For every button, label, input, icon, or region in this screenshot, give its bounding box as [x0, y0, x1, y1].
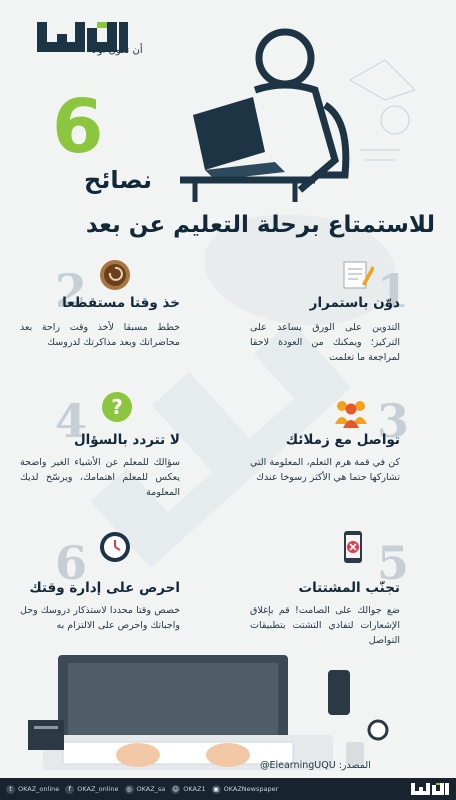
facebook-icon: f [65, 785, 74, 794]
student-laptop-illustration [175, 20, 425, 205]
social-twitter[interactable] [6, 785, 59, 794]
source-handle: ElearningUQU@ [260, 760, 336, 771]
tip-3-number: 3 [377, 394, 410, 448]
social-label: OKAZ_online [18, 785, 60, 793]
tip-5-title: تجنّب المشتتات [298, 580, 400, 596]
twitter-icon: t [6, 785, 15, 794]
social-label: OKAZ1 [183, 785, 206, 793]
social-instagram[interactable] [125, 785, 166, 794]
coffee-cup-icon [98, 258, 132, 292]
tip-6-title: احرص على إدارة وقتك [29, 580, 180, 596]
clock-icon [98, 530, 132, 564]
desk-laptop-illustration [28, 650, 428, 770]
svg-text:?: ? [111, 395, 123, 419]
tip-5-body: ضع جوالك على الصامت! قم بإغلاق الإشعارات لتفادي التشتت بتطبيقات التواصل [250, 605, 400, 646]
tip-3-body: كن في قمة هرم التعلم، المعلومة التي تشاركها حتما هي الأكثر رسوخا عندك [250, 457, 400, 483]
footer-bar [0, 778, 456, 800]
tip-5-number: 5 [377, 536, 410, 590]
tips-count: 6 [52, 84, 104, 170]
tip-4-body: سؤالك للمعلم عن الأشياء الغير واضحة يعكس للمعلم اهتمامك، ويرسّخ لديك المعلومة [20, 457, 180, 498]
logo-tagline: أن تكون أولاً [92, 45, 143, 56]
social-label: OKAZ_online [77, 785, 119, 793]
source-credit [260, 760, 371, 771]
notepad-pencil-icon [340, 258, 374, 292]
source-label: المصدر: [338, 760, 371, 771]
people-group-icon [334, 396, 368, 430]
tip-3-title: تواصل مع زملائك [285, 432, 400, 448]
social-label: OKAZNewspaper [223, 785, 279, 793]
footer-okaz-logo [410, 781, 450, 797]
social-snapchat[interactable] [171, 785, 205, 794]
tip-6-number: 6 [55, 536, 88, 590]
page-title: نصائح [84, 166, 152, 194]
tip-2-title: خذ وقتا مستقطعا [62, 295, 180, 311]
snapchat-icon: ☺ [172, 785, 179, 793]
tip-4-number: 4 [55, 394, 88, 448]
tip-2-number: 2 [55, 264, 88, 318]
tip-4-title: لا تتردد بالسؤال [73, 432, 180, 448]
tip-1-body: التدوين على الورق يساعد على التركيز؛ ويمكنك من العودة لاحقا لمراجعة ما تعلمت [250, 322, 400, 363]
page-subtitle: للاستمتاع برحلة التعليم عن بعد [85, 212, 435, 238]
tip-2-body: خطط مسبقا لأخذ وقت راحة بعد محاضراتك وبعد مذاكرتك لدروسك [20, 322, 180, 348]
social-label: OKAZ_sa [136, 785, 166, 793]
phone-mute-icon [336, 530, 370, 564]
social-newspaper[interactable] [212, 785, 279, 794]
newspaper-icon: ▣ [213, 785, 219, 793]
tip-1-title: دوّن باستمرار [309, 295, 400, 311]
instagram-icon: ◎ [126, 785, 132, 793]
question-mark-icon [100, 390, 134, 424]
tip-6-body: خصص وقتا محددا لاستذكار دروسك وحل واجباتك واحرص على الالتزام به [20, 605, 180, 631]
tip-1-number: 1 [377, 264, 410, 318]
social-facebook[interactable] [65, 785, 118, 794]
